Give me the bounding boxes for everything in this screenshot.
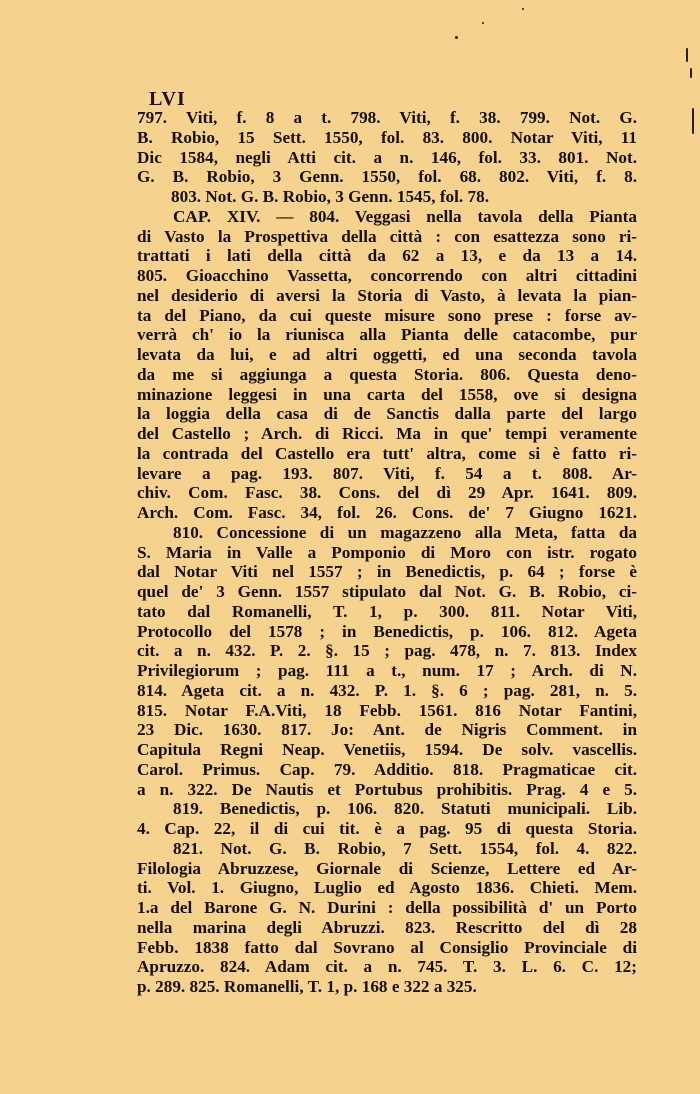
text-line: verrà ch' io la riunisca alla Pianta delle catacombe, pur bbox=[137, 325, 637, 345]
text-line: cit. a n. 432. P. 2. §. 15 ; pag. 478, n. 7. 813. Index bbox=[137, 641, 637, 661]
scan-speck bbox=[686, 48, 688, 62]
text-line: quel de' 3 Genn. 1557 stipulato dal Not. G. B. Robio, ci- bbox=[137, 582, 637, 601]
text-line: nella marina degli Abruzzi. 823. Rescritto del dì 28 bbox=[137, 917, 637, 937]
text-line: a n. 322. De Nautis et Portubus prohibitis. Prag. 4 e 5. bbox=[137, 779, 637, 799]
scan-speck bbox=[690, 68, 692, 78]
text-line: Dic 1584, negli Atti cit. a n. 146, fol. 33. 801. Not. bbox=[137, 147, 637, 167]
text-line: Capitula Regni Neap. Venetiis, 1594. De solv. vascellis. bbox=[137, 740, 637, 759]
text-line: Febb. 1838 fatto dal Sovrano al Consiglio Provinciale di bbox=[137, 937, 637, 957]
text-line: 1.a del Barone G. N. Durini : della possibilità d' un Porto bbox=[137, 898, 637, 917]
scan-speck bbox=[482, 22, 484, 24]
text-line: 821. Not. G. B. Robio, 7 Sett. 1554, fol. 4. 822. bbox=[173, 838, 637, 858]
text-line: trattati i lati della città da 62 a 13, e da 13 a 14. bbox=[137, 246, 637, 266]
text-line: 810. Concessione di un magazzeno alla Meta, fatta da bbox=[173, 522, 637, 542]
text-line: S. Maria in Valle a Pomponio di Moro con istr. rogato bbox=[137, 542, 637, 562]
text-line: Apruzzo. 824. Adam cit. a n. 745. T. 3. L. 6. C. 12; bbox=[137, 957, 637, 977]
text-line: Carol. Primus. Cap. 79. Additio. 818. Pragmaticae cit. bbox=[137, 759, 637, 779]
text-line: 819. Benedictis, p. 106. 820. Statuti municipali. Lib. bbox=[173, 799, 637, 819]
scan-speck bbox=[692, 108, 694, 134]
text-line: 4. Cap. 22, il di cui tit. è a pag. 95 di questa Storia. bbox=[137, 819, 637, 838]
text-line: G. B. Robio, 3 Genn. 1550, fol. 68. 802. Viti, f. 8. bbox=[137, 167, 637, 187]
scan-speck bbox=[455, 36, 458, 39]
text-line: levare a pag. 193. 807. Viti, f. 54 a t. 808. Ar- bbox=[137, 463, 637, 483]
text-line: 815. Notar F.A.Viti, 18 Febb. 1561. 816 Notar Fantini, bbox=[137, 700, 637, 720]
text-line: la contrada del Castello era tutt' altra, come si è fatto ri- bbox=[137, 443, 637, 463]
text-line: 814. Ageta cit. a n. 432. P. 1. §. 6 ; pag. 281, n. 5. bbox=[137, 680, 637, 700]
text-line: Protocollo del 1578 ; in Benedictis, p. 106. 812. Ageta bbox=[137, 621, 637, 641]
text-line: di Vasto la Prospettiva della città : con esattezza sono ri- bbox=[137, 226, 637, 246]
text-line: 797. Viti, f. 8 a t. 798. Viti, f. 38. 799. Not. G. bbox=[137, 108, 637, 127]
text-line: 805. Gioacchino Vassetta, concorrendo con altri cittadini bbox=[137, 266, 637, 285]
footnotes-text bbox=[137, 108, 637, 997]
scan-speck bbox=[522, 8, 524, 10]
text-line: chiv. Com. Fasc. 38. Cons. del dì 29 Apr. 1641. 809. bbox=[137, 483, 637, 503]
text-line: ta del Piano, da cui queste misure sono prese : forse av- bbox=[137, 305, 637, 325]
text-line: da me si aggiunga a questa Storia. 806. Questa deno- bbox=[137, 364, 637, 384]
text-line: tato dal Romanelli, T. 1, p. 300. 811. Notar Viti, bbox=[137, 601, 637, 621]
text-line: Privilegiorum ; pag. 111 a t., num. 17 ; Arch. di N. bbox=[137, 661, 637, 680]
text-line: Arch. Com. Fasc. 34, fol. 26. Cons. de' 7 Giugno 1621. bbox=[137, 503, 637, 522]
text-line: 23 Dic. 1630. 817. Jo: Ant. de Nigris Comment. in bbox=[137, 720, 637, 740]
text-line: B. Robio, 15 Sett. 1550, fol. 83. 800. Notar Viti, 11 bbox=[137, 127, 637, 147]
text-line: Filologia Abruzzese, Giornale di Scienze, Lettere ed Ar- bbox=[137, 858, 637, 878]
page-number: LVI bbox=[149, 88, 186, 110]
text-line: ti. Vol. 1. Giugno, Luglio ed Agosto 1836. Chieti. Mem. bbox=[137, 878, 637, 898]
text-line: CAP. XIV. — 804. Veggasi nella tavola della Pianta bbox=[173, 206, 637, 226]
text-line: 803. Not. G. B. Robio, 3 Genn. 1545, fol. 78. bbox=[171, 187, 489, 206]
text-line: nel desiderio di aversi la Storia di Vasto, à levata la pian- bbox=[137, 285, 637, 305]
text-line: minazione leggesi in una carta del 1558, ove si designa bbox=[137, 384, 637, 404]
text-line: levata da lui, e ad altri oggetti, ed una seconda tavola bbox=[137, 345, 637, 364]
text-line: dal Notar Viti nel 1557 ; in Benedictis, p. 64 ; forse è bbox=[137, 562, 637, 582]
text-line: la loggia della casa di de Sanctis dalla parte del largo bbox=[137, 404, 637, 424]
text-line: del Castello ; Arch. di Ricci. Ma in que' tempi veramente bbox=[137, 424, 637, 443]
text-line: p. 289. 825. Romanelli, T. 1, p. 168 e 322 a 325. bbox=[137, 977, 477, 996]
